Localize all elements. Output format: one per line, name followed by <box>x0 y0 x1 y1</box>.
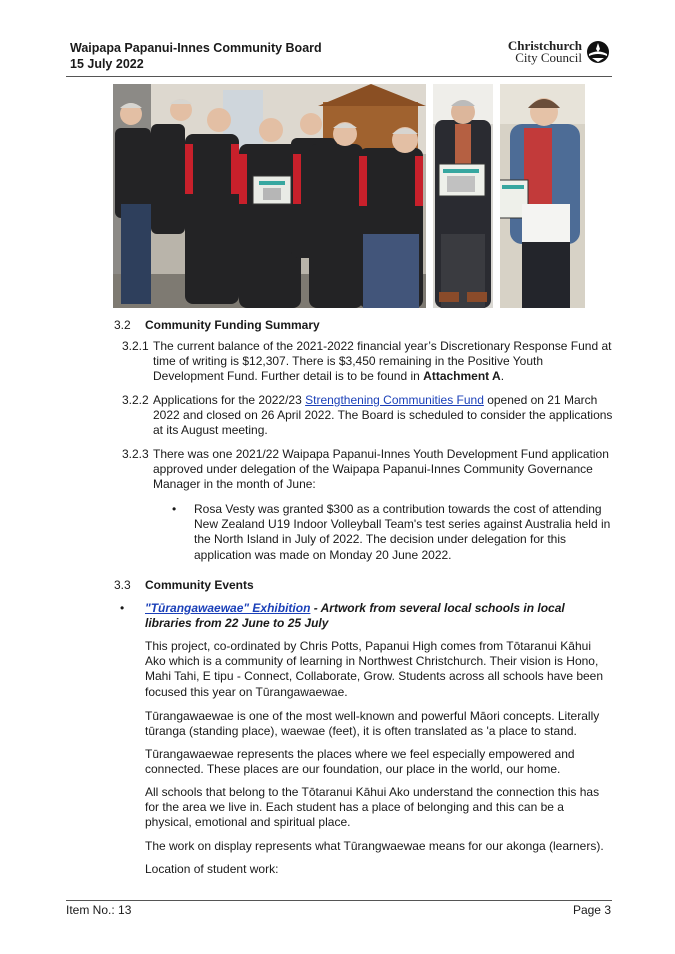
event-paragraph-1: This project, co-ordinated by Chris Potts, Papanui High comes from Tōtaranui Kāhui Ako which is a community of learning in Northwest Christchurch. Their vision is Hono, Mahi Tahi, E tipu - Connect, Collaborate, Grow. Students across all schools have been focused this year on Tūrangawaewae. <box>145 639 604 699</box>
paragraph-number: 3.2.2 <box>122 393 149 407</box>
strengthening-communities-fund-link[interactable]: Strengthening Communities Fund <box>305 393 484 407</box>
logo-line-2: City Council <box>515 50 582 65</box>
council-logo <box>508 40 610 64</box>
logo-line-1: Christchurch <box>507 38 582 53</box>
paragraph-text: There was one 2021/22 Waipapa Papanui-Innes Youth Development Fund application approved under delegation of the Waipapa Papanui-Innes Community Governance Manager in the month of June: <box>153 447 609 492</box>
page-number: Page 3 <box>572 903 611 917</box>
paragraph-number: 3.2.3 <box>122 447 149 461</box>
item-number: Item No.: 13 <box>66 903 132 917</box>
paragraph-text: The current balance of the 2021-2022 financial year’s Discretionary Response Fund at time of writing is $12,307. There is $3,450 remaining in the Positive Youth Development Fund. Further detail is to be found in Attachment A. <box>153 339 612 384</box>
bullet-icon: • <box>120 601 125 615</box>
turangawaewae-exhibition-link[interactable]: "Tūrangawaewae" Exhibition <box>145 601 311 615</box>
man-with-certificate <box>433 84 493 308</box>
section-number: 3.2 <box>114 318 131 332</box>
funding-bullet-item: Rosa Vesty was granted $300 as a contribution towards the cost of attending New Zealand U19 Indoor Volleyball Team's test series against Australia held in the North Island in July of 2022. The decision under delegation for this application was made on Monday 20 June 2022. <box>194 502 611 562</box>
section-number: 3.3 <box>114 578 131 592</box>
event-paragraph-4: All schools that belong to the Tōtaranui Kāhui Ako understand the connection this has for the area we live in. Each student has a place of belonging and this can be a physical, emotional and spiritual place. <box>145 785 600 830</box>
event-heading: "Tūrangawaewae" Exhibition - Artwork from several local schools in local libraries from 22 June to 25 July <box>145 601 565 631</box>
event-paragraph-3: Tūrangawaewae represents the places where we feel especially empowered and connected. These places are our foundation, our place in the world, our home. <box>145 747 575 777</box>
paragraph-text: Applications for the 2022/23 Strengthening Communities Fund opened on 21 March 2022 and closed on 26 April 2022. The Board is scheduled to consider the applications at its August meeting. <box>153 393 613 438</box>
meeting-date: 15 July 2022 <box>70 57 144 71</box>
attachment-reference: Attachment A <box>423 369 501 384</box>
event-paragraph-5: The work on display represents what Tūrangwaewae means for our akonga (learners). <box>145 839 604 853</box>
page-header <box>70 40 610 76</box>
event-paragraph-6: Location of student work: <box>145 862 279 876</box>
section-title: Community Funding Summary <box>145 318 320 332</box>
council-emblem-icon <box>586 40 610 64</box>
event-paragraph-2: Tūrangawaewae is one of the most well-known and powerful Māori concepts. Literally tūranga (standing place), waewae (feet), it is often translated as 'a place to stand. <box>145 709 600 739</box>
header-divider <box>66 76 612 77</box>
board-name: Waipapa Papanui-Innes Community Board <box>70 41 322 55</box>
paragraph-number: 3.2.1 <box>122 339 149 353</box>
footer-divider <box>66 900 612 901</box>
bullet-icon: • <box>172 502 177 516</box>
section-title: Community Events <box>145 578 254 592</box>
group-photo <box>113 84 426 308</box>
woman-with-certificate <box>500 84 585 308</box>
